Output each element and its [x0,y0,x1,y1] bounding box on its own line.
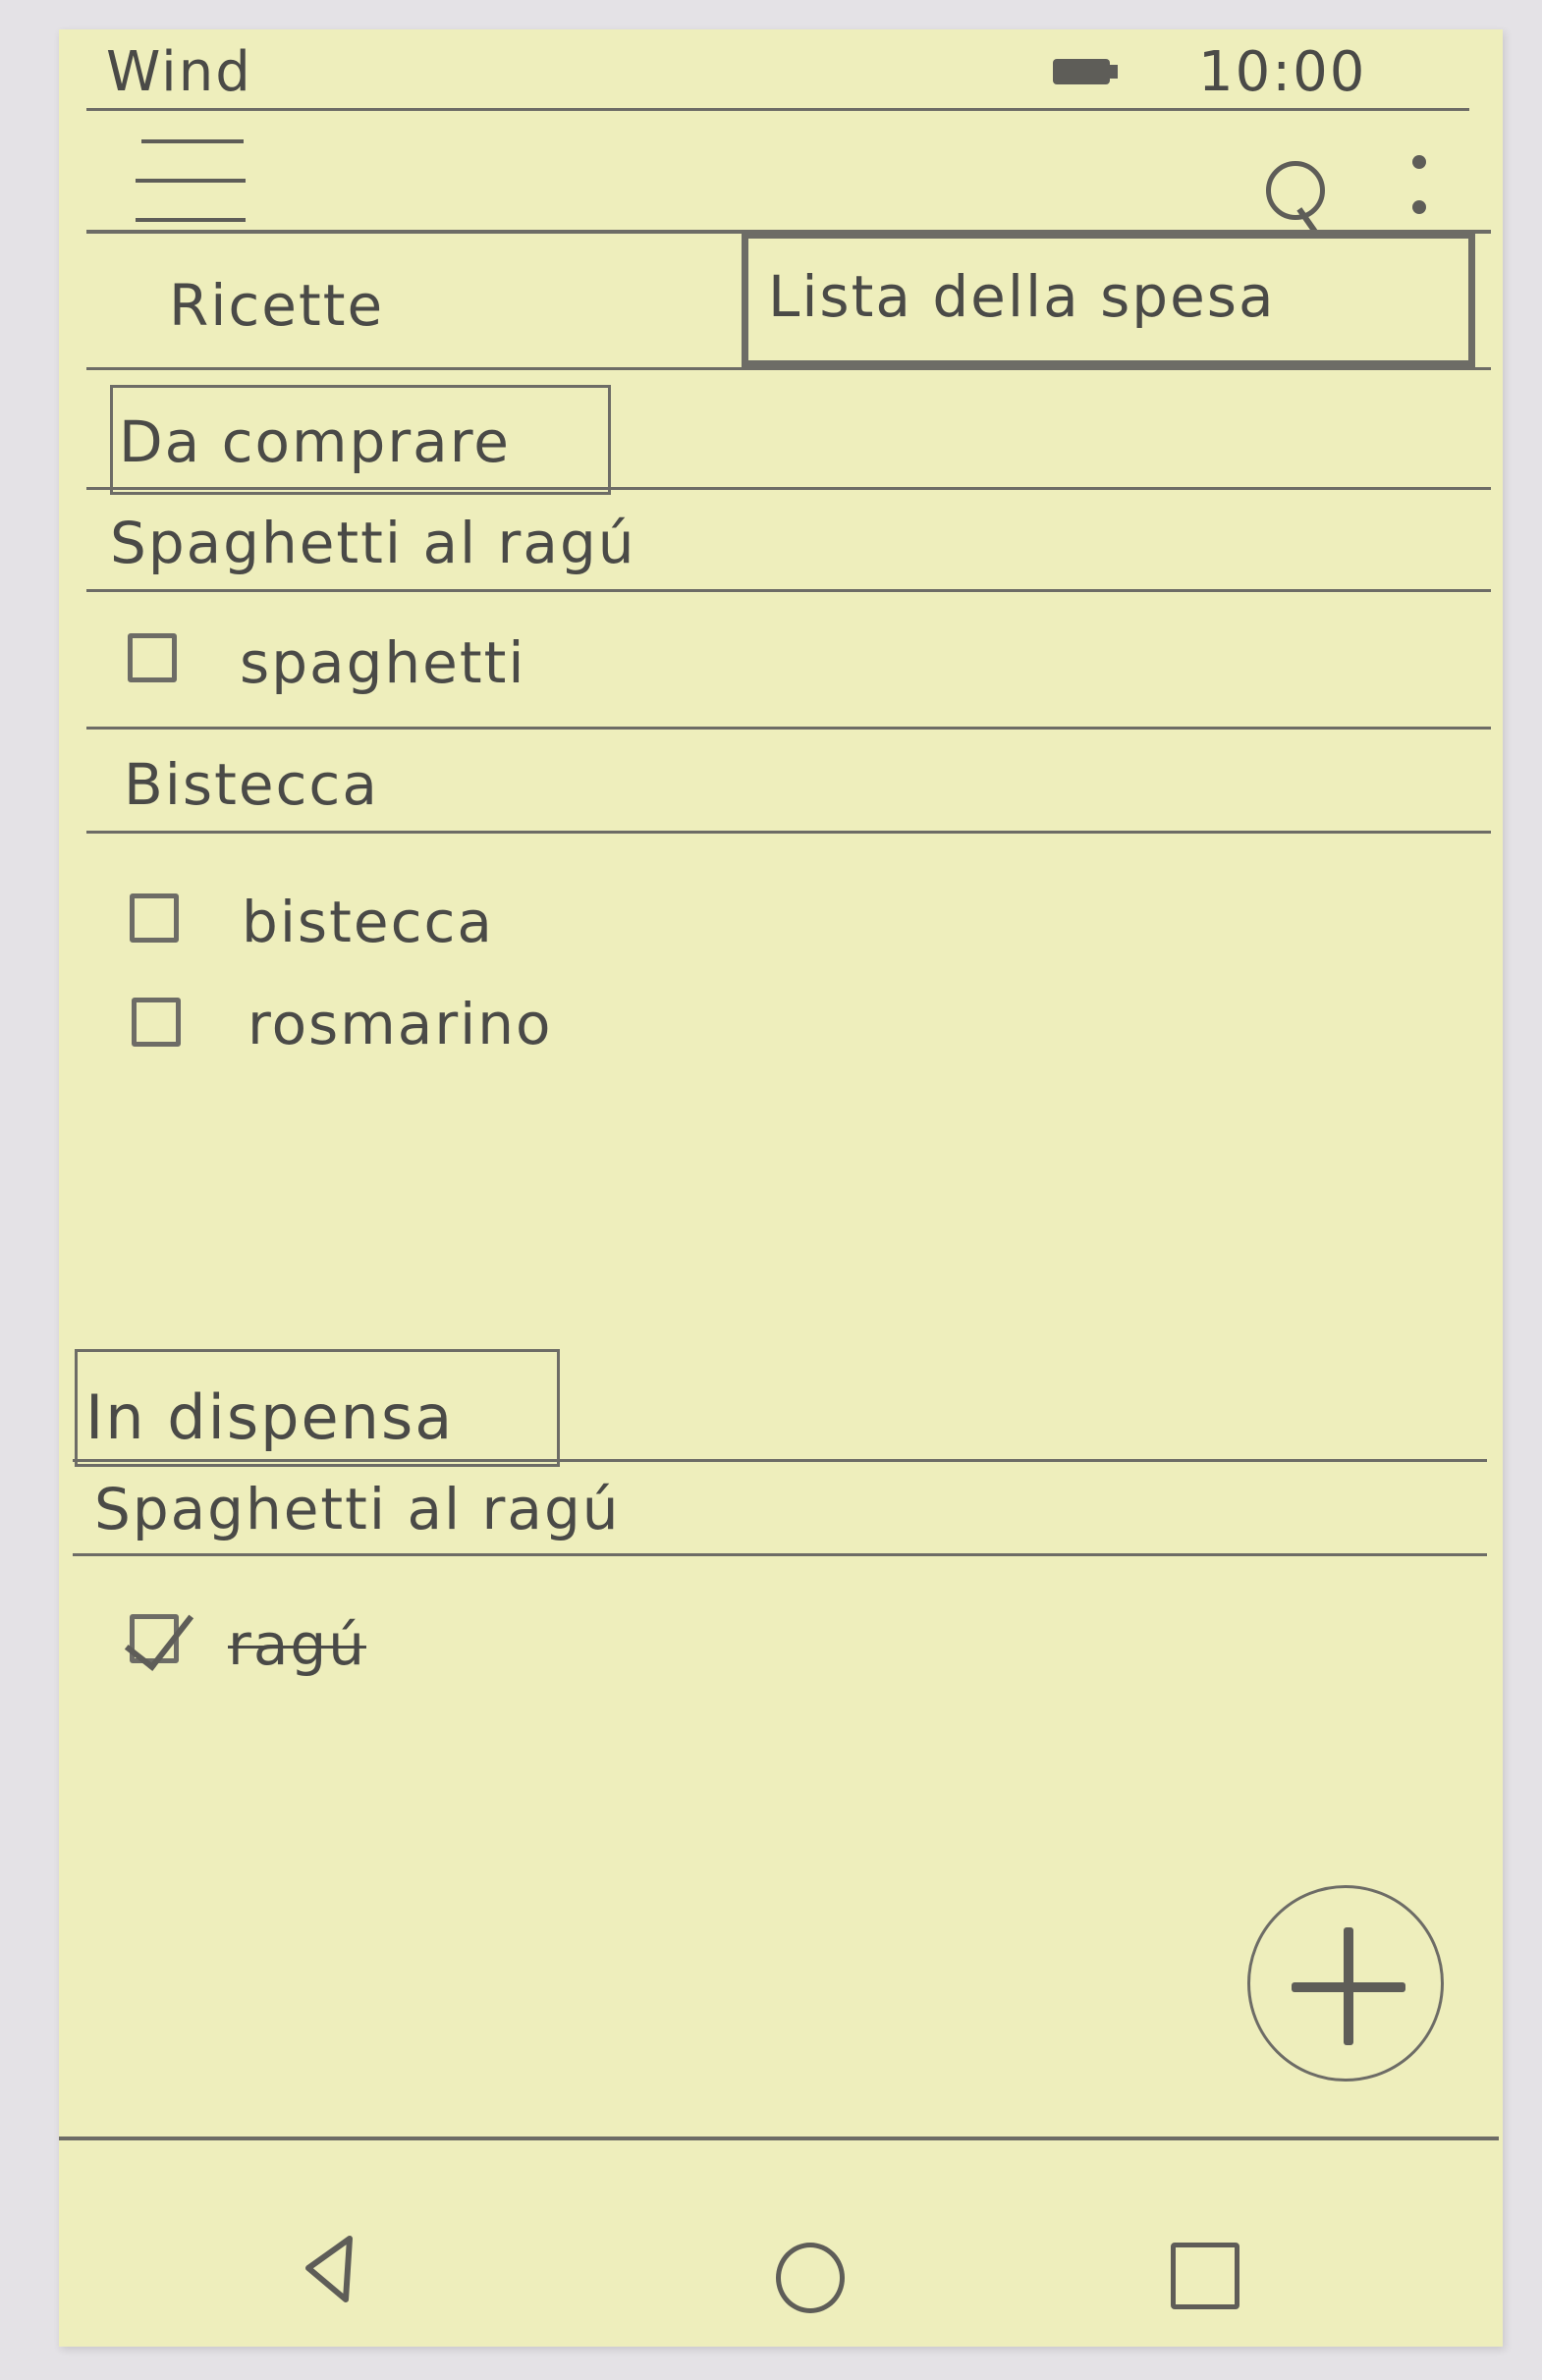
checkbox-spaghetti[interactable] [128,633,177,682]
tabs-divider [86,367,1491,370]
item-label-done: ragú [228,1611,366,1678]
tab-ricette-label: Ricette [169,272,385,339]
tab-ricette[interactable] [88,236,766,363]
checkbox-rosmarino[interactable] [132,998,181,1047]
item-label: rosmarino [248,991,553,1057]
divider [86,727,1491,730]
divider [73,1553,1487,1556]
status-bar-divider [86,108,1469,111]
plus-icon [1250,1888,1441,2079]
recipe-group-title: Spaghetti al ragú [110,510,636,576]
battery-tip [1110,65,1118,79]
divider [86,831,1491,834]
list-item[interactable] [118,978,1395,1066]
carrier-label: Wind [106,40,252,104]
clock-time: 10:00 [1198,40,1367,104]
tab-lista-label: Lista della spesa [768,263,1276,330]
phone-screen [59,29,1503,2347]
back-triangle-icon[interactable] [295,2229,373,2307]
section-header-in-dispensa [75,1349,560,1467]
list-item[interactable] [118,880,1395,968]
recipe-group-title: Spaghetti al ragú [94,1476,621,1542]
section-header-da-comprare [110,385,611,495]
tab-lista-della-spesa[interactable] [742,232,1475,367]
recents-square-icon[interactable] [1171,2243,1239,2309]
checkbox-bistecca[interactable] [130,893,179,943]
list-item[interactable] [118,619,1395,707]
home-circle-icon[interactable] [776,2243,845,2313]
more-vert-icon[interactable] [1404,145,1434,234]
recipe-group-title: Bistecca [124,751,379,818]
add-fab-button[interactable] [1247,1885,1444,2082]
divider [86,487,1491,490]
divider [86,589,1491,592]
item-label: bistecca [242,889,494,955]
divider [73,1459,1487,1462]
nav-bar-divider [59,2137,1499,2140]
section-title: In dispensa [85,1381,455,1453]
hamburger-menu-icon[interactable] [136,132,253,240]
section-title: Da comprare [119,408,511,475]
battery-icon [1053,59,1110,84]
item-label: spaghetti [240,629,526,696]
list-item[interactable] [118,1602,1395,1691]
